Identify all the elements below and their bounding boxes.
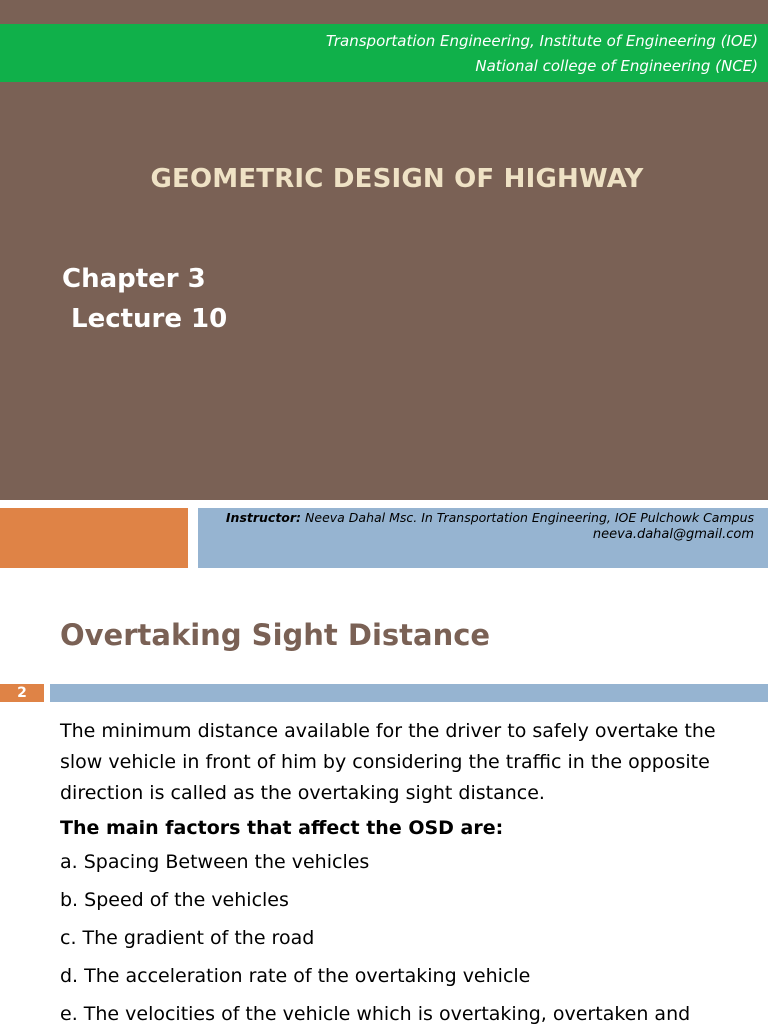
instructor-email: neeva.dahal@gmail.com	[592, 527, 754, 542]
slide-title: GEOMETRIC DESIGN OF HIGHWAY	[150, 164, 644, 194]
institution-line-1: Transportation Engineering, Institute of Engineering (IOE)	[325, 32, 758, 50]
slide-heading: Overtaking Sight Distance	[60, 618, 491, 652]
slide-body	[60, 716, 740, 1033]
institution-header	[0, 24, 768, 82]
factor-item: c. The gradient of the road	[60, 927, 315, 949]
instructor-bar	[198, 508, 768, 568]
instructor-label: Instructor:	[225, 510, 302, 525]
factor-item: b. Speed of the vehicles	[60, 889, 289, 911]
slide-number-badge: 2	[0, 684, 44, 702]
instructor-info	[198, 511, 754, 525]
factor-item: d. The acceleration rate of the overtaking vehicle	[60, 965, 531, 987]
factors-heading: The main factors that affect the OSD are:	[60, 817, 504, 839]
chapter-label: Chapter 3	[62, 264, 206, 294]
factor-item: a. Spacing Between the vehicles	[60, 851, 370, 873]
content-slide	[0, 568, 768, 1024]
factor-item: e. The velocities of the vehicle which is overtaking, overtaken and	[60, 1003, 691, 1025]
instructor-text: Neeva Dahal Msc. In Transportation Engineering, IOE Pulchowk Campus	[301, 510, 754, 525]
institution-line-2: National college of Engineering (NCE)	[475, 57, 758, 75]
lecture-label: Lecture 10	[71, 304, 228, 334]
heading-divider-bar	[50, 684, 768, 702]
definition-paragraph: The minimum distance available for the driver to safely overtake the slow vehicle in front of him by considering the traffic in the opposite direction is called as the overtaking sight distance.	[60, 720, 716, 804]
orange-accent-block	[0, 508, 188, 568]
chapter-block	[62, 259, 227, 339]
